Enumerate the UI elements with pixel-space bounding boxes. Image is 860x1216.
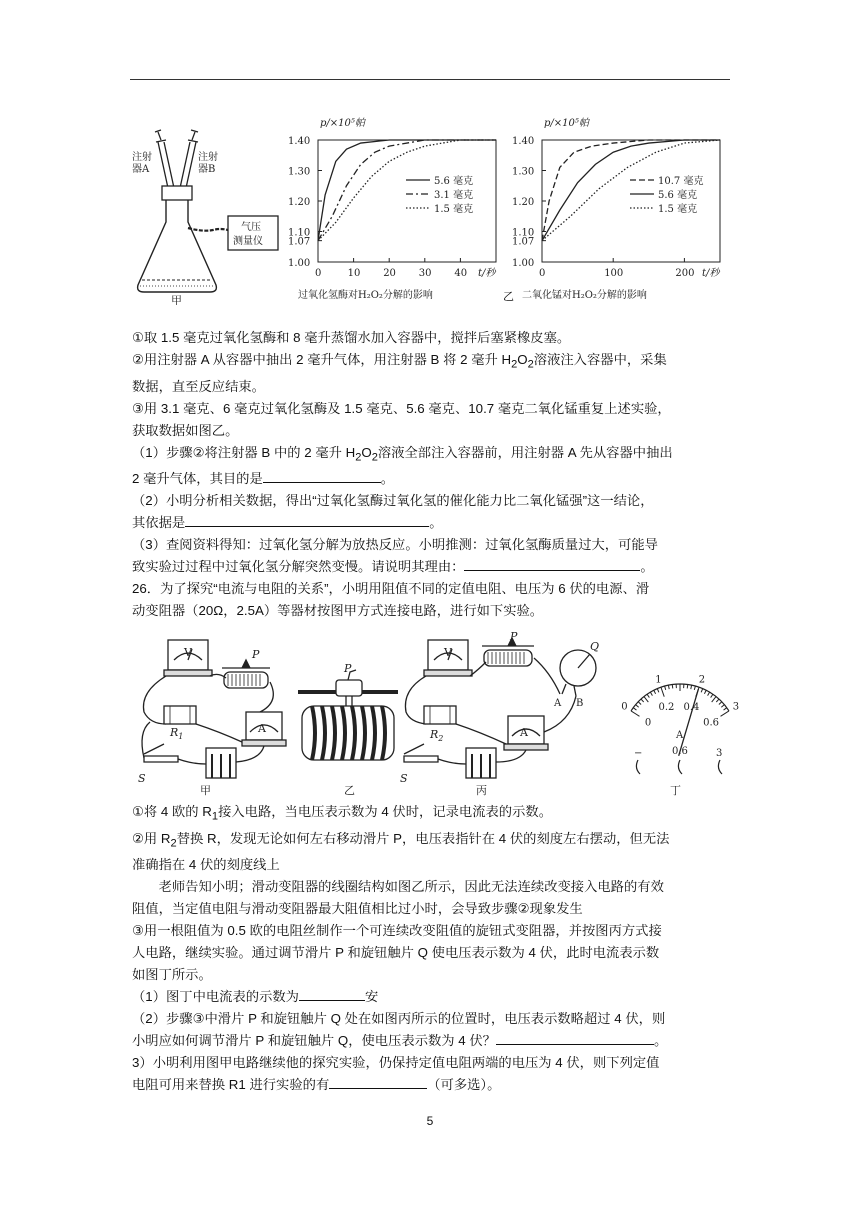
dial-tick <box>657 689 659 693</box>
dial-tick <box>712 697 716 702</box>
label-terminal-a: A <box>554 698 562 709</box>
answer-blank-5[interactable] <box>496 1030 654 1045</box>
header-rule <box>130 79 730 80</box>
dial-tick <box>687 685 688 689</box>
question-3: （3）查阅资料得知：过氧化氢分解为放热反应。小明推测：过氧化氢酶质量过大，可能导 <box>132 537 658 553</box>
circuit-jia <box>142 640 286 778</box>
step-2-cont: 数据，直至反应结束。 <box>132 378 265 394</box>
step-26-2: ②用 $R_2$替换 R，发现无论如何左右移动滑片 P，电压表指针在 4 伏的刻度左右摆动，但无法 <box>132 830 670 850</box>
question-2: （2）小明分析相关数据，得出“过氧化氢酶过氧化氢的催化能力比二氧化锰强”这一结论， <box>132 493 654 509</box>
text-block-26 <box>132 801 732 1096</box>
terminal-post <box>678 760 682 774</box>
y-tick-label: 1.07 <box>512 236 535 248</box>
label-p-yi: P <box>344 662 352 675</box>
dial-tick <box>631 711 639 716</box>
dial-outer-label: 2 <box>698 674 706 686</box>
label-p-jia: P <box>252 648 260 661</box>
dial-tick <box>694 686 695 690</box>
rheostat-coil <box>298 670 398 760</box>
step-26-3-cont: 人电路，继续实验。通过调节滑片 P 和旋钮触片 Q 使电压表示数为 4 伏，此时电流表示数 <box>132 945 660 961</box>
dial-unit: A <box>676 730 684 741</box>
terminal-post <box>718 760 722 774</box>
plot-frame <box>542 140 720 262</box>
step-3-cont: 获取数据如图乙。 <box>132 422 239 438</box>
gauge-label-2: 测量仪 <box>233 236 263 247</box>
step-26-1: ①将 4 欧的 $R_1$接入电路，当电压表示数为 4 伏时，记录电流表的示数。 <box>132 804 552 823</box>
step-3: ③用 3.1 毫克、6 毫克过氧化氢酶及 1.5 毫克、5.6 毫克、10.7 毫克二氧化锰重复上述实验， <box>132 400 671 416</box>
terminal-minus: − <box>634 748 643 759</box>
circuit-bing <box>404 638 596 778</box>
dial-tick <box>644 697 648 702</box>
label-a-jia: A <box>258 722 266 735</box>
x-tick-label: 0 <box>315 268 322 279</box>
y-tick-label: 1.10 <box>288 227 311 239</box>
label-r1: $R_1$ <box>170 726 184 741</box>
dial-tick <box>724 708 727 710</box>
label-s-bing: S <box>400 772 408 785</box>
y-tick-label: 1.20 <box>288 197 311 208</box>
dial-tick <box>641 699 644 702</box>
dial-tick <box>638 702 641 705</box>
syringe-b-label-2: 器B <box>198 164 216 175</box>
dial-tick <box>719 702 722 705</box>
step-26-2-cont: 准确指在 4 伏的刻度线上 <box>132 857 280 873</box>
dial-tick <box>701 689 703 693</box>
label-terminal-b: B <box>576 698 584 709</box>
x-tick-label: 10 <box>347 268 361 279</box>
dial-inner-label: 0 <box>644 717 652 729</box>
problem-26-line-2: 动变阻器（20Ω，2.5A）等器材按图甲方式连接电路，进行如下实验。 <box>132 603 544 619</box>
label-q: Q <box>590 640 600 653</box>
chart-catalase <box>284 112 514 307</box>
terminal-06: 0.6 <box>672 746 688 757</box>
rubber-stopper <box>162 186 192 200</box>
answer-blank-6[interactable] <box>329 1074 427 1089</box>
y-axis-label: p/×10⁵帕 <box>544 118 589 129</box>
dial-tick <box>704 690 706 694</box>
x-tick-label: 30 <box>418 268 432 279</box>
teacher-note: 老师告知小明；滑动变阻器的线圈结构如图乙所示，因此无法连续改变接入电路的有效 <box>158 879 664 895</box>
question-1: （1）步骤②将注射器 B 中的 2 毫升 $H_2O_2$溶液全部注入容器前，用注射器 A 先从容器中抽出 <box>132 444 673 464</box>
ammeter-dial <box>621 675 739 774</box>
q26-2-cont: 小明应如何调节滑片 P 和旋钮触片 Q，使电压表示数为 4 伏？ 。 <box>132 1030 732 1052</box>
legend-label-3: 1.5 毫克 <box>658 204 698 215</box>
x-tick-label: 20 <box>383 268 396 279</box>
syringe-a-label-2: 器A <box>132 164 150 175</box>
caption-yi: 乙 <box>503 290 514 303</box>
legend-label-3: 1.5 毫克 <box>434 204 474 215</box>
dial-tick <box>636 705 639 708</box>
legend-label-2: 3.1 毫克 <box>434 190 474 201</box>
answer-blank-2[interactable] <box>185 512 429 527</box>
legend-label-1: 10.7 毫克 <box>658 176 704 187</box>
question-3-cont: 致实验过过程中过氧化氢分解突然变慢。请说明其理由： 。 <box>132 556 732 578</box>
page-number: 5 <box>426 1114 434 1128</box>
dial-outer-label: 3 <box>732 701 740 713</box>
caption-circuit-ding: 丁 <box>670 784 681 797</box>
caption-circuit-yi: 乙 <box>344 784 355 797</box>
dial-tick <box>708 692 710 695</box>
legend-label-1: 5.6 毫克 <box>434 176 474 187</box>
label-s-jia: S <box>138 772 146 785</box>
step-1: ①取 1.5 毫克过氧化氢酶和 8 毫升蒸馏水加入容器中，搅拌后塞紧橡皮塞。 <box>132 330 571 345</box>
x-tick-label: 40 <box>454 268 468 279</box>
syringe-b <box>180 130 198 188</box>
x-tick-label: 100 <box>604 268 624 279</box>
dial-tick <box>721 711 729 716</box>
y-axis-label: p/×10⁵帕 <box>320 118 365 129</box>
dial-tick <box>716 699 719 702</box>
chart-caption: 二氧化锰对H₂O₂分解的影响 <box>522 290 647 301</box>
x-tick-label: 0 <box>539 268 546 279</box>
text-block-25 <box>132 327 732 622</box>
dial-tick <box>650 692 652 695</box>
problem-26-line-1: 26．为了探究“电流与电阻的关系”，小明用阻值不同的定值电阻、电压为 6 伏的电源、滑 <box>132 581 650 597</box>
label-p-bing: P <box>510 632 518 643</box>
y-tick-label: 1.20 <box>512 197 535 208</box>
q26-3: 3）小明利用图甲电路继续他的探究实验，仍保持定值电阻两端的电压为 4 伏，则下列定值 <box>132 1055 660 1071</box>
dial-outer-label: 1 <box>655 674 662 686</box>
y-tick-label: 1.30 <box>512 166 535 178</box>
step-26-3: ③用一根阻值为 0.5 欧的电阻丝制作一个可连续改变阻值的旋钮式变阻器，并按图丙方式接 <box>132 923 662 939</box>
dial-outer-label: 0 <box>621 701 628 713</box>
dial-tick <box>668 685 669 689</box>
circuit-figures <box>130 632 740 797</box>
chart-mno2 <box>508 112 738 307</box>
label-a-bing: A <box>520 726 528 739</box>
conical-flask <box>138 200 217 292</box>
apparatus-figure <box>128 120 293 305</box>
chart-caption: 过氧化氢酶对H₂O₂分解的影响 <box>298 290 433 301</box>
y-tick-label: 1.30 <box>288 166 311 178</box>
label-v-bing: V <box>444 646 452 659</box>
legend-label-2: 5.6 毫克 <box>658 190 698 201</box>
y-tick-label: 1.07 <box>288 236 311 248</box>
dial-tick <box>672 685 673 689</box>
q26-2: （2）步骤③中滑片 P 和旋钮触片 Q 处在如图丙所示的位置时，电压表示数略超过 4 伏，则 <box>132 1011 666 1027</box>
dial-tick <box>691 685 692 689</box>
y-tick-label: 1.10 <box>512 227 535 239</box>
dial-inner-label: 0.2 <box>658 702 675 714</box>
dial-inner-label: 0.6 <box>703 717 719 729</box>
q26-3-cont: 电阻可用来替换 R1 进行实验的有 （可多选）。 <box>132 1074 732 1096</box>
x-axis-label: t/秒 <box>478 268 496 279</box>
teacher-note-cont: 阻值，当定值电阻与滑动变阻器最大阻值相比过小时，会导致步骤②现象发生 <box>132 901 583 917</box>
syringe-a <box>155 130 174 188</box>
y-tick-label: 1.00 <box>512 258 535 269</box>
q26-1: （1）图丁中电流表的示数为 安 <box>132 986 732 1008</box>
dial-inner-label: 0.4 <box>683 702 700 714</box>
terminal-3: 3 <box>716 748 723 759</box>
plot-frame <box>318 140 496 262</box>
caption-circuit-bing: 丙 <box>476 784 487 797</box>
x-tick-label: 200 <box>675 268 695 279</box>
y-tick-label: 1.00 <box>288 258 311 269</box>
syringe-b-label-1: 注射 <box>198 152 218 163</box>
answer-blank-1[interactable] <box>263 468 381 483</box>
label-v-jia: V <box>184 646 192 659</box>
dial-tick <box>711 694 713 697</box>
dial-tick <box>654 690 656 694</box>
syringe-a-label-1: 注射 <box>132 152 152 163</box>
caption-circuit-jia: 甲 <box>200 784 211 797</box>
answer-blank-4[interactable] <box>299 986 365 1001</box>
dial-tick <box>721 705 724 708</box>
dial-tick <box>661 687 664 696</box>
step-2: ②用注射器 A 从容器中抽出 2 毫升气体，用注射器 B 将 2 毫升 $H_2O_2$溶液注入容器中，采集 <box>132 352 667 371</box>
question-2-cont: 其依据是 。 <box>132 512 732 534</box>
gauge-label-1: 气压 <box>241 222 261 233</box>
dial-tick <box>647 694 649 697</box>
label-r2: $R_2$ <box>430 728 444 743</box>
step-26-3-end: 如图丁所示。 <box>132 967 212 983</box>
terminal-post <box>636 760 640 774</box>
y-tick-label: 1.40 <box>512 136 535 147</box>
dial-tick <box>633 708 636 710</box>
y-tick-label: 1.40 <box>288 136 311 147</box>
x-axis-label: t/秒 <box>702 268 720 279</box>
caption-jia: 甲 <box>171 294 182 305</box>
dial-tick <box>665 686 666 690</box>
answer-blank-3[interactable] <box>464 556 640 571</box>
question-1-cont: 2 毫升气体，其目的是 。 <box>132 468 732 490</box>
